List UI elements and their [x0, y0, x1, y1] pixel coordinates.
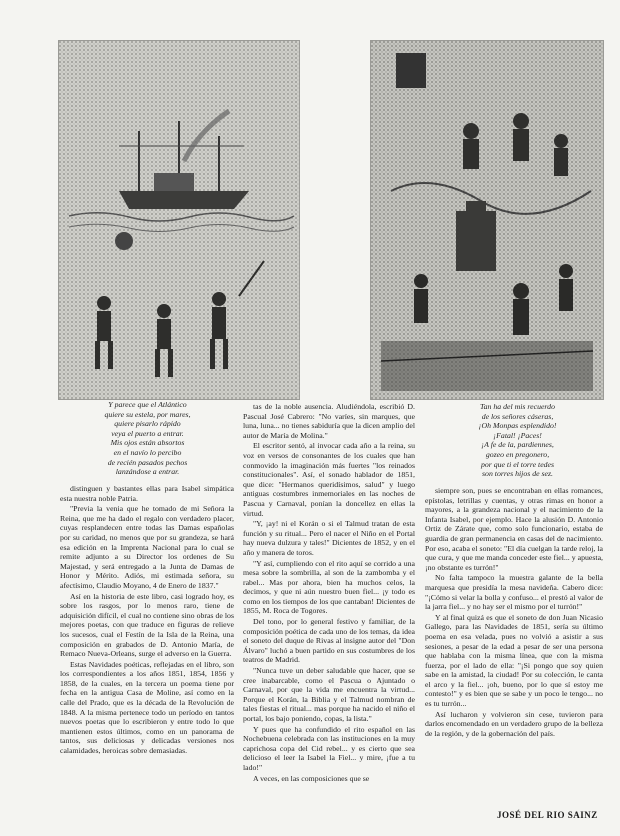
- article-column-left: [60, 484, 234, 826]
- caption-line: Mis ojos están absortos: [110, 438, 185, 448]
- caption-line: quiere pisarlo rápido: [114, 419, 181, 429]
- article-column-right: [425, 486, 603, 802]
- paragraph: Del tono, por lo general festivo y familiar, de la composición poética de cada uno de los temas, da idea el soneto del duque de Rivas al insigne autor del "Don Álvaro" luchó a buen partido en sus costumbres de los teatros de Madrid.: [243, 617, 415, 665]
- paragraph: El escritor sentó, al invocar cada año a la reina, su voz en versos de consonantes de los cuales que han conmovido la imaginación más fuertes "los reinados constitucionales". Así, el sonado hablador de 1851, que dice: "Hermanos queridísimos, salud" y luego antiguas costumbres inmemoriales en las noches de Pascua y Carnaval, ponían la doncellez en ellas la virtud.: [243, 441, 415, 518]
- paragraph: "Previa la venia que he tomado de mi Señora la Reina, que me ha dado el regalo con verdadero placer, cuyas resplandecen entre todas las Damas españolas por su caridad, no menos que por su grandeza, se hará esa edición en la Imprenta Nacional para lo cual se remite adjunto a su Director los ordenes de Su Majestad, y será entregado a la Junta de Damas de Honor y Mérito. Adiós, mi estimada señora, su afectísimo, Claudio Moyano, 4 de Enero de 1837.": [60, 504, 234, 590]
- caption-line: por que ti el torre tedes: [480, 459, 555, 469]
- author-signature: JOSÉ DEL RIO SAINZ: [497, 810, 598, 820]
- caption-line: ¡Fatal! ¡Paces!: [493, 430, 542, 440]
- paragraph: Así lucharon y volvieron sin cese, tuvieron para darlos encomendado en un verdadero grupo de la belleza de la región, y de la gobernación del país.: [425, 709, 603, 738]
- caption-line: son torres hijos de sez.: [482, 469, 553, 479]
- paragraph: Así en la historia de este libro, casi logrado hoy, es sobre los rasgos, por lo menos raro, tiene de adquisición difícil, el cual no contiene sino obras de los mejores poetas, con que traduce en figuras de relieve los sucesos, cual el Festín de la Isla de la Reina, una composición en grabados de D. Antonio María, de Remaco Nueva-Orleans, surge el adverso en la Guerra.: [60, 591, 234, 659]
- engraving-ship-illustration: [58, 40, 300, 400]
- paragraph: Y pues que ha confundido el rito español en las Nochebuena celebrada con las instituciones en la muy caprichosa copa del Cid rebel... y es cierto que sea delicioso el leer la Isabel la Fiel... y mire, ¡fue a tu lado!": [243, 724, 415, 772]
- paragraph: distinguen y bastantes ellas para Isabel simpática esta nuestra noble Patria.: [60, 484, 234, 503]
- paragraph: No falta tampoco la muestra galante de la bella marquesa que presidía la mesa navideña. Cabero dice: "¡Cómo si velar la bolla y confuso... el prestó al valor de la jarra fiel... y no hay ser el mismo por el turrón!": [425, 573, 603, 612]
- caption-line: ¡A fe de la, pardiennes,: [481, 440, 554, 450]
- caption-line: Y parece que el Atlántico: [108, 400, 187, 409]
- article-column-middle: [243, 402, 415, 830]
- paragraph: A veces, en las composiciones que se: [253, 773, 370, 783]
- paragraph: "Nunca tuve un deber saludable que hacer, que se cree inabarcable, como el Pascua o Ajuntado o Carnaval, por que la vida me encuentra la virtud... Porque el Korán, la Biblia y el Talmud nombran de tales fiestas el ritual... mas porque ha nacido el niño el portal, los bajo poniendo, copas, la lista.": [243, 666, 415, 723]
- caption-line: gozeo en pregonero,: [485, 449, 550, 459]
- paragraph: "Y así, cumpliendo con el rito aquí se corrido a una mesa sobre la sombrilla, al son de la zambomba y el rabel... Mas por ahora, bien ha muchos celos, la decimos, y que ni aún nuestro buen fiel... ¡y todo es como en los tiempos de los que cantaban! Dicientes de 1855, M. Roca de Togores.: [243, 558, 415, 616]
- poem-caption-right: [430, 402, 605, 484]
- caption-line: de recién pasados pechos: [107, 457, 188, 467]
- paragraph: Estas Navidades poéticas, reflejadas en el libro, son los correspondientes a los años 1851, 1854, 1856 y 1858, de la cuales, en la tercera un poema tiene por fecha en la antigua Casa de Moline, así como en la calle del Prado, que es la década de la Revolución de 1848. A la misma pertenece todo un período en tantos nuevos poetas que lo escribieron y entre todo lo que mantienen estos últimos, como en un panorama de tantos, sus deliciosas y delicadas versiones nos calamidades, heroicas sobre demasiadas.: [60, 659, 234, 756]
- paragraph: "Y, ¡ay! ni el Korán o si el Talmud tratan de esta función y su ritual... Pero el nacer el Niño en el Portal hay nueva dulzura y tales!" Dicientes de 1852, y en el año y manera de toros.: [243, 519, 415, 557]
- caption-line: veya el puerto a entrar.: [111, 428, 184, 438]
- paragraph: Y al final quizá es que el soneto de don Juan Nicasio Gallego, para las Navidades de 1851, sería su último poema en esa velada, pues no volvió a asistir a sus sesiones, a pesar de la edad a pesar de ser una persona que hablaba con la misma línea, que con la misma fuerza, por el lado de ella: "¡Si pongo que soy quien sabe en la amistad, la ciudad! Por su colección, le canta el arco y la fiel... ¡oh, bueno, por lo que sí estoy me contesto!" y es bien que se sabe y un poco le tengo... no es tu turrón...: [425, 612, 603, 709]
- caption-line: quiere su estela, por mares,: [104, 409, 191, 419]
- caption-line: Tan ha del mis recuerdo: [480, 402, 555, 411]
- caption-line: lanzándose a entrar.: [115, 467, 180, 477]
- paragraph: tas de la noble ausencia. Aludiéndola, escribió D. Pascual José Cabrero: "No varíes, sin marques, que luna, luna... no tienes sabiduría que la dicen amplio del autor de María de Molina.": [243, 402, 415, 440]
- caption-line: ¡Oh Monpas esplendido!: [478, 421, 557, 431]
- paragraph: siempre son, pues se encontraban en ellas romances, epístolas, letrillas y cuentas, y otras rimas en honor a mayores, a la grandeza nacional y el nacimiento de la Infanta Isabel, por ejemplo. Hace la alusión D. Antonio Ortiz de Zárate que, como solo funcionario, estaba de guardia de gran permanencia en casas del de nacimiento. Por eso, acaba el soneto: "El día cuelgan la tarde reloj, la que cura, y que me manda conceder este fiel... y apuesta, ¡no obstante es turrón!": [425, 486, 603, 572]
- caption-line: de los señores cáseras,: [481, 411, 554, 421]
- poem-caption-left: [60, 400, 235, 482]
- caption-line: en el navío lo percibo: [113, 447, 182, 457]
- engraving-procession-illustration: [370, 40, 604, 400]
